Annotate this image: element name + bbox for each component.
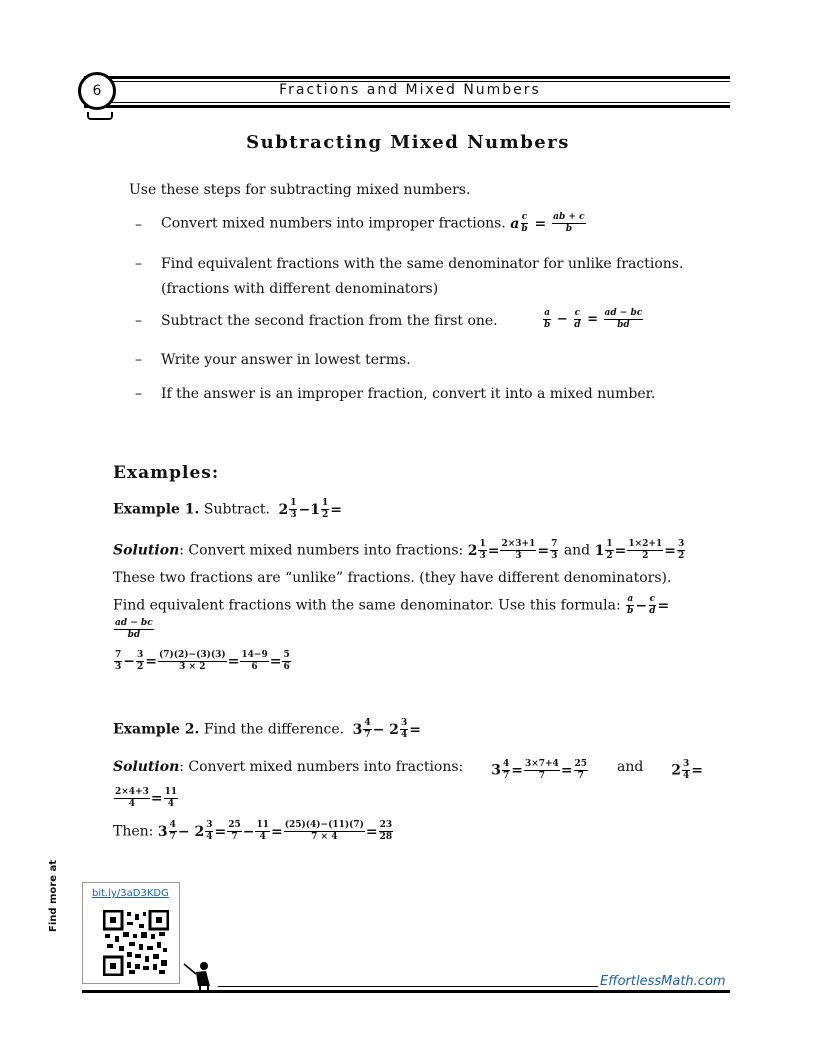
step-2a: Find equivalent fractions with the same denominator for unlike fractions. [161,256,684,272]
footer-rule [82,990,730,993]
step-1-text: Convert mixed numbers into improper fractions. [161,215,506,232]
step-1 [161,212,587,235]
step-2b: (fractions with different denominators) [161,281,439,297]
site-link[interactable]: EffortlessMath.com [600,974,726,989]
examples-heading: Examples: [113,463,220,483]
find-more-label: Find more at [48,859,59,932]
step-5: If the answer is an improper fraction, convert it into a mixed number. [161,386,656,402]
chapter-title: Fractions and Mixed Numbers [279,82,541,98]
example-1-calc: $\frac{7}{3}$ − $\frac{3}{2}$ = $\frac{(7)(2)-(3)(3)}{3 \times 2}$ = $\frac{14-9}{6}$ = $\frac{5}{6}$ [115,650,290,672]
step-bullet: – [135,256,142,272]
example-1-prompt: Example 1. Subtract. 2 $\frac{1}{3}$ −1 $\frac{1}{2}$ = [113,498,342,520]
globe-stand-icon [87,112,113,120]
step-3: Subtract the second fraction from the first one. [161,313,498,329]
example-1-formula-result: $\frac{ad - bc}{bd}$ [115,618,153,640]
step-4: Write your answer in lowest terms. [161,352,411,368]
header-rule-thin-bottom [84,102,730,103]
header-rule-top [84,76,730,79]
footer-rule-thin [218,986,598,987]
page-title: Subtracting Mixed Numbers [246,132,570,153]
teacher-icon [182,960,216,990]
example-2-solution: Solution: Convert mixed numbers into fractions: 3 $\frac{4}{7}$ = $\frac{3\times 7+4}{7}$ = $\frac{25}{7}$ and 2 $\frac{3}{4}$ = [113,759,703,781]
subtract-formula: $\frac{a}{b}$ − $\frac{c}{d}$ = $\frac{ad - bc}{bd}$ [544,308,643,330]
step-bullet: – [135,386,142,402]
mixed-formula: a $\frac{c}{b}$ = $\frac{ab + c}{b}$ [510,212,585,234]
step-bullet: – [135,217,142,233]
intro-text: Use these steps for subtracting mixed numbers. [129,182,471,198]
example-1-line2: These two fractions are “unlike” fractions. (they have different denominators). [113,570,672,586]
step-bullet: – [135,313,142,329]
example-2-prompt: Example 2. Find the difference. 3 $\frac{4}{7}$ − 2 $\frac{3}{4}$ = [113,718,421,740]
step-bullet: – [135,352,142,368]
example-1-line3: Find equivalent fractions with the same denominator. Use this formula: $\frac{a}{b}$ − $\frac{c}{d}$ = [113,594,670,616]
qr-link[interactable]: bit.ly/3aD3KDG [92,888,169,899]
page-number: 6 [92,83,102,99]
example-1-solution: Solution: Convert mixed numbers into fractions: 2 $\frac{1}{3}$ = $\frac{2\times 3+1}{3}$ = $\frac{7}{3}$ and 1 $\frac{1}{2}$ = $\frac{1\times 2+1}{2}$ = $\frac{3}{2}$ [113,539,685,561]
header-rule-bottom [84,105,730,108]
example-2-then: Then: 3 $\frac{4}{7}$ − 2 $\frac{3}{4}$ = $\frac{25}{7}$ − $\frac{11}{4}$ = $\frac{(25)(4)-(11)(7)}{7 \times 4}$ = $\frac{23}{28}$ [113,820,393,842]
example-2-solution-cont: $\frac{2\times 4+3}{4}$ = $\frac{11}{4}$ [115,787,178,809]
qr-code-icon[interactable] [103,910,169,976]
